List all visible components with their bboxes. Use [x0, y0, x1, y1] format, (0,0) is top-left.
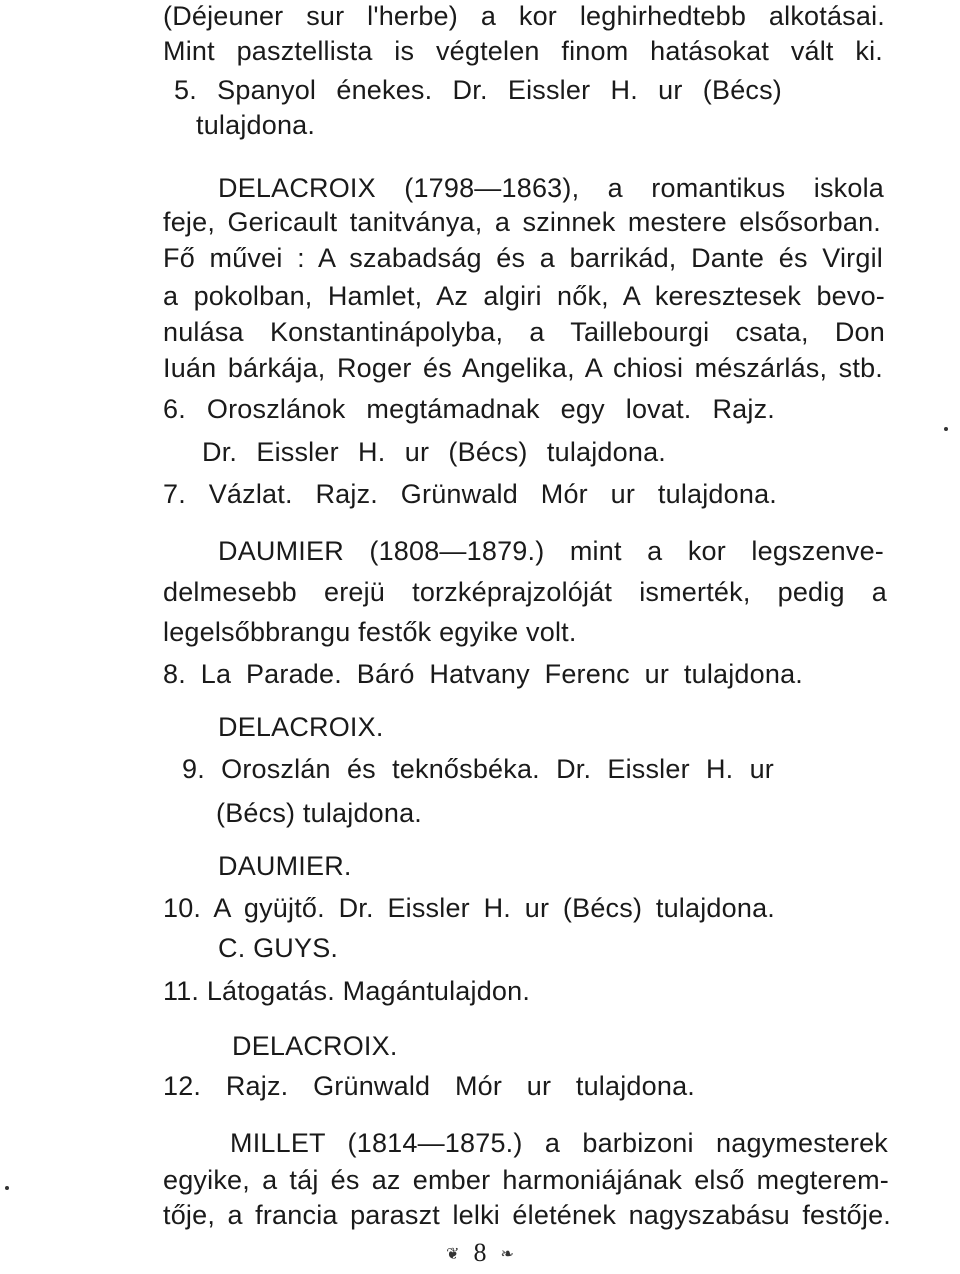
- text-line: 7. Vázlat. Rajz. Grünwald Mór ur tulajdona.: [163, 479, 777, 509]
- text-line: C. GUYS.: [218, 933, 339, 963]
- ink-speck: [944, 427, 948, 431]
- ink-speck: [5, 1186, 9, 1190]
- text-line: Dr. Eissler H. ur (Bécs) tulajdona.: [202, 437, 666, 467]
- text-line: 9. Oroszlán és teknősbéka. Dr. Eissler H. ur: [182, 754, 774, 784]
- text-line: delmesebb erejü torzképrajzolóját ismerték, pedig a: [163, 577, 887, 607]
- text-line: 12. Rajz. Grünwald Mór ur tulajdona.: [163, 1071, 695, 1101]
- text-line: (Déjeuner sur l'herbe) a kor leghirhedtebb alkotásai.: [163, 1, 885, 31]
- text-line: nulása Konstantinápolyba, a Taillebourgi csata, Don: [163, 317, 885, 347]
- text-line: tulajdona.: [196, 110, 316, 140]
- text-line: tője, a francia paraszt lelki életének nagyszabásu festője.: [163, 1200, 891, 1230]
- text-line: DAUMIER.: [218, 851, 352, 881]
- text-line: DAUMIER (1808—1879.) mint a kor legszenve-: [218, 536, 884, 566]
- text-line: DELACROIX (1798—1863), a romantikus iskola: [218, 173, 884, 203]
- text-line: 10. A gyüjtő. Dr. Eissler H. ur (Bécs) tulajdona.: [163, 893, 775, 923]
- page-footer: [0, 1238, 960, 1270]
- text-line: Mint pasztellista is végtelen finom hatásokat vált ki.: [163, 36, 883, 66]
- text-line: (Bécs) tulajdona.: [216, 798, 423, 828]
- text-line: 6. Oroszlánok megtámadnak egy lovat. Rajz.: [163, 394, 775, 424]
- text-line: DELACROIX.: [232, 1031, 398, 1061]
- text-line: 5. Spanyol énekes. Dr. Eissler H. ur (Bécs): [174, 75, 782, 105]
- page-number: 8: [473, 1238, 487, 1267]
- text-line: Fő művei : A szabadság és a barrikád, Dante és Virgil: [163, 243, 883, 273]
- text-line: Iuán bárkája, Roger és Angelika, A chiosi mészárlás, stb.: [163, 353, 883, 383]
- text-line: feje, Gericault tanitványa, a szinnek mestere elsősorban.: [163, 207, 881, 237]
- ornament-left-icon: ❦: [446, 1246, 460, 1264]
- text-line: MILLET (1814—1875.) a barbizoni nagymesterek: [230, 1128, 888, 1158]
- text-line: a pokolban, Hamlet, Az algiri nők, A keresztesek bevo-: [163, 281, 885, 311]
- ornament-right-icon: ❧: [500, 1246, 514, 1264]
- text-line: DELACROIX.: [218, 712, 384, 742]
- text-line: 8. La Parade. Báró Hatvany Ferenc ur tulajdona.: [163, 659, 803, 689]
- text-line: legelsőbbrangu festők egyike volt.: [163, 617, 577, 647]
- text-line: 11. Látogatás. Magántulajdon.: [163, 976, 531, 1006]
- text-line: egyike, a táj és az ember harmoniájának első megterem-: [163, 1165, 889, 1195]
